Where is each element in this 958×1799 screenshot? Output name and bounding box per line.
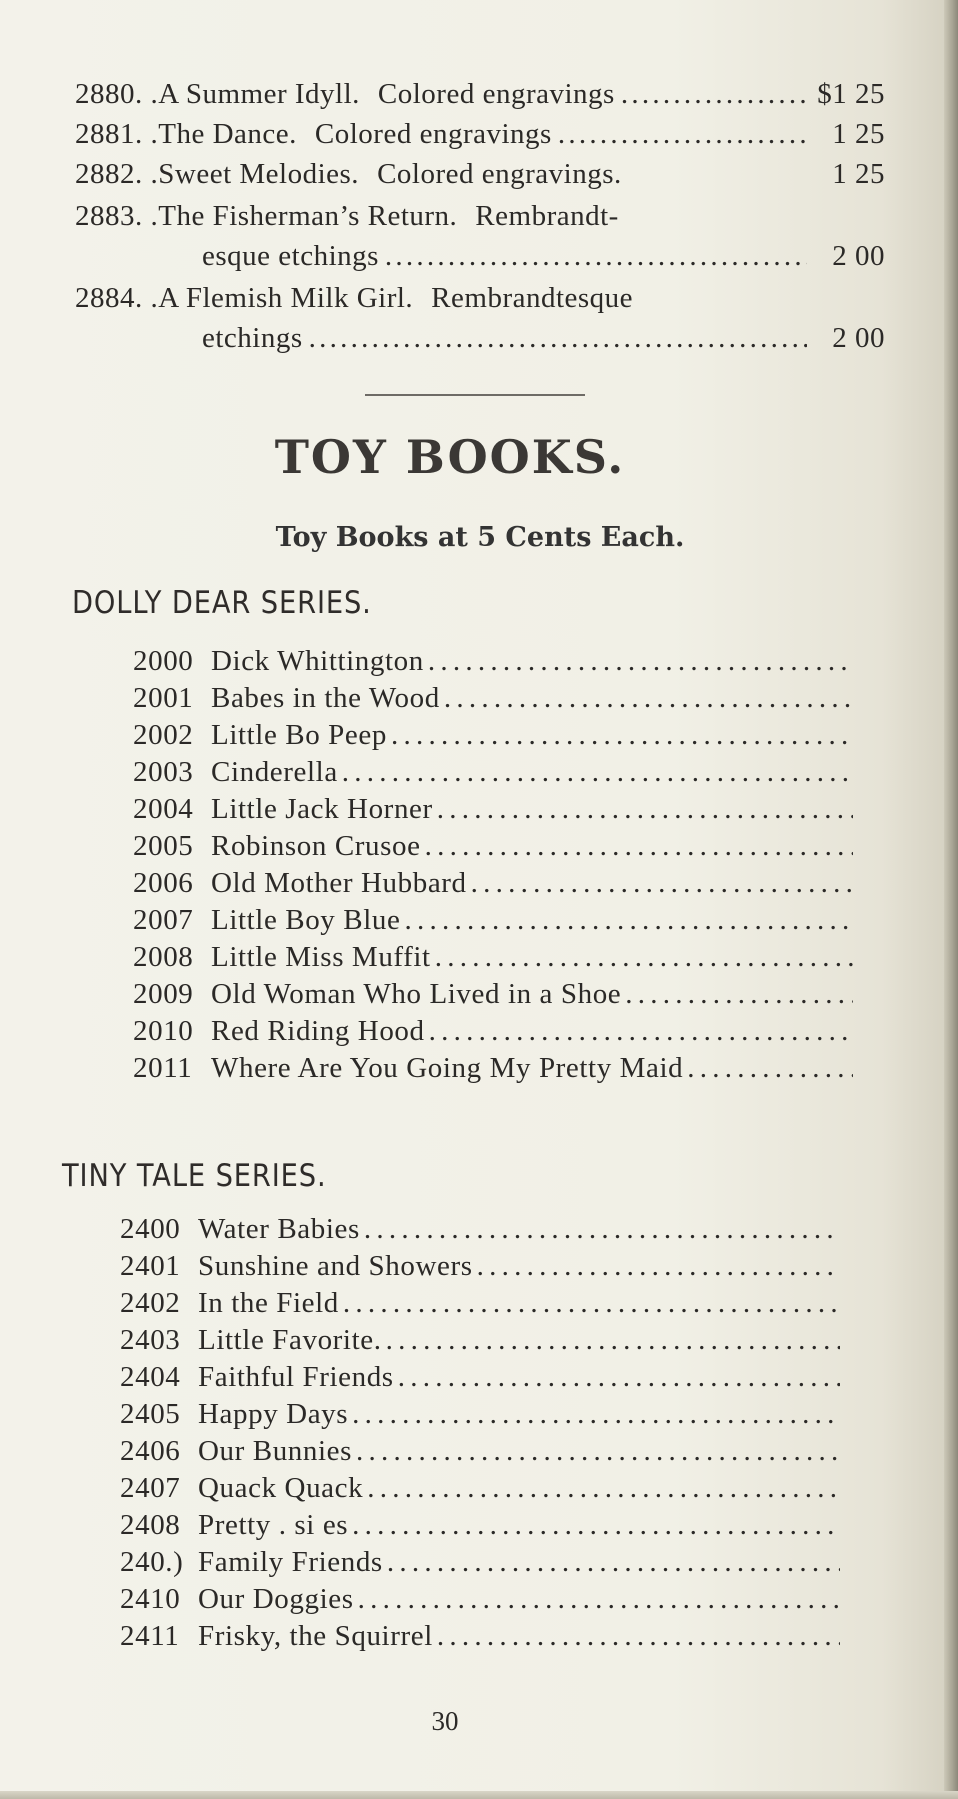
item-number: 2005 — [133, 830, 194, 862]
item-title: Little Jack Horner — [211, 793, 433, 825]
item-title: Water Babies — [198, 1213, 360, 1245]
dot-leader — [342, 756, 853, 789]
item-number: 2006 — [133, 867, 194, 899]
section-heading: TOY BOOKS. — [274, 430, 626, 484]
dot-leader — [477, 1250, 840, 1283]
item-number: 2404 — [120, 1361, 181, 1393]
item-title: Our Bunnies — [198, 1435, 353, 1467]
item-number: 2003 — [133, 756, 194, 788]
item-number: 2002 — [133, 719, 194, 751]
list-item — [120, 1620, 840, 1657]
dot-leader — [358, 1583, 840, 1616]
section-divider — [365, 394, 585, 396]
entry-number: 2880. . — [75, 78, 159, 110]
engraving-entry — [75, 282, 885, 362]
engraving-entry — [75, 78, 885, 118]
item-title: In the Field — [198, 1287, 339, 1319]
entry-price: $1 25 — [817, 78, 885, 110]
item-number: 2010 — [133, 1015, 194, 1047]
page-bottom-edge — [0, 1791, 958, 1799]
item-title: Little Boy Blue — [211, 904, 401, 936]
item-number: 2403 — [120, 1324, 181, 1356]
engraving-entry — [75, 200, 885, 280]
list-item — [120, 1213, 840, 1250]
item-title: Red Riding Hood — [211, 1015, 425, 1047]
item-title: Where Are You Going My Pretty Maid — [211, 1052, 684, 1084]
entry-number: 2882. . — [75, 158, 159, 190]
dot-leader — [471, 867, 853, 900]
item-number: 2407 — [120, 1472, 181, 1504]
dot-leader — [367, 1472, 840, 1505]
dot-leader — [352, 1398, 840, 1431]
item-number: 2411 — [120, 1620, 180, 1652]
list-item — [120, 1324, 840, 1361]
list-item — [133, 867, 853, 904]
list-item — [120, 1509, 840, 1546]
list-item — [120, 1250, 840, 1287]
dot-leader — [385, 240, 807, 273]
entry-title: A Summer Idyll. — [158, 78, 360, 110]
list-item — [133, 830, 853, 867]
dot-leader — [558, 118, 807, 151]
list-item — [133, 941, 853, 978]
series-list-tiny-tale — [120, 1213, 840, 1657]
engraving-entry — [75, 158, 885, 198]
item-number: 2408 — [120, 1509, 181, 1541]
list-item — [133, 793, 853, 830]
item-title: Family Friends — [198, 1546, 383, 1578]
dot-leader — [435, 941, 853, 974]
item-title: Old Woman Who Lived in a Shoe — [211, 978, 622, 1010]
entry-number: 2884. . — [75, 282, 159, 314]
item-number: 2004 — [133, 793, 194, 825]
item-title: Old Mother Hubbard — [211, 867, 467, 899]
entry-title: A Flemish Milk Girl. — [158, 282, 414, 314]
page-edge-shadow — [944, 0, 958, 1799]
dot-leader — [428, 645, 853, 678]
item-number: 2001 — [133, 682, 194, 714]
item-title: Robinson Crusoe — [211, 830, 421, 862]
item-number: 240.) — [120, 1546, 184, 1578]
list-item — [133, 978, 853, 1015]
list-item — [133, 1015, 853, 1052]
list-item — [133, 756, 853, 793]
item-title: Happy Days — [198, 1398, 349, 1430]
dot-leader — [364, 1213, 840, 1246]
item-title: Cinderella — [211, 756, 338, 788]
list-item — [120, 1435, 840, 1472]
entry-description: Colored engravings — [314, 118, 552, 150]
dot-leader — [621, 78, 807, 111]
entry-price: 1 25 — [832, 118, 885, 150]
entry-title: The Dance. — [158, 118, 297, 150]
dot-leader — [352, 1509, 840, 1542]
item-number: 2007 — [133, 904, 194, 936]
dot-leader — [404, 904, 853, 937]
series-list-dolly-dear — [133, 645, 853, 1089]
list-item — [133, 645, 853, 682]
item-title: Little Miss Muffit — [211, 941, 431, 973]
item-title: Little Bo Peep — [211, 719, 387, 751]
item-number: 2008 — [133, 941, 194, 973]
item-title: Babes in the Wood — [211, 682, 440, 714]
entry-title: Sweet Melodies. — [158, 158, 360, 190]
list-item — [120, 1472, 840, 1509]
entry-description: Rembrandtesque — [431, 282, 634, 314]
list-item — [133, 1052, 853, 1089]
list-item — [120, 1398, 840, 1435]
entry-price: 1 25 — [832, 158, 885, 190]
section-subheading: Toy Books at 5 Cents Each. — [275, 522, 685, 553]
item-title: Pretty . si es — [198, 1509, 349, 1541]
item-title: Frisky, the Squirrel — [198, 1620, 433, 1652]
dot-leader — [356, 1435, 840, 1468]
entry-description: Colored engravings — [377, 78, 615, 110]
list-item — [120, 1546, 840, 1583]
series-heading: DOLLY DEAR SERIES. — [72, 585, 372, 621]
item-number: 2406 — [120, 1435, 181, 1467]
dot-leader — [437, 1620, 840, 1653]
engraving-entry — [75, 118, 885, 158]
dot-leader — [343, 1287, 840, 1320]
item-number: 2402 — [120, 1287, 181, 1319]
series-heading: TINY TALE SERIES. — [62, 1158, 327, 1194]
item-number: 2410 — [120, 1583, 181, 1615]
entry-continuation: etchings — [202, 322, 303, 354]
entry-description: Colored engravings. — [377, 158, 622, 190]
dot-leader — [387, 1546, 840, 1579]
list-item — [120, 1287, 840, 1324]
dot-leader — [391, 719, 853, 752]
item-number: 2009 — [133, 978, 194, 1010]
entry-description: Rembrandt- — [475, 200, 619, 232]
item-title: Little Favorite. — [198, 1324, 382, 1356]
item-number: 2401 — [120, 1250, 181, 1282]
entry-number: 2881. . — [75, 118, 159, 150]
item-title: Dick Whittington — [211, 645, 424, 677]
dot-leader — [625, 978, 853, 1011]
dot-leader — [429, 1015, 853, 1048]
list-item — [133, 719, 853, 756]
item-title: Our Doggies — [198, 1583, 354, 1615]
dot-leader — [687, 1052, 853, 1085]
entry-number: 2883. . — [75, 200, 159, 232]
item-title: Faithful Friends — [198, 1361, 394, 1393]
entry-price: 2 00 — [832, 240, 885, 272]
item-number: 2000 — [133, 645, 194, 677]
dot-leader — [398, 1361, 840, 1394]
list-item — [133, 682, 853, 719]
dot-leader — [309, 322, 807, 355]
dot-leader — [386, 1324, 840, 1357]
item-number: 2400 — [120, 1213, 181, 1245]
dot-leader — [444, 682, 853, 715]
item-number: 2405 — [120, 1398, 181, 1430]
dot-leader — [437, 793, 853, 826]
dot-leader — [425, 830, 853, 863]
list-item — [120, 1361, 840, 1398]
entry-price: 2 00 — [832, 322, 885, 354]
item-number: 2011 — [133, 1052, 193, 1084]
list-item — [133, 904, 853, 941]
page-number: 30 — [431, 1706, 459, 1736]
entry-title: The Fisherman’s Return. — [158, 200, 458, 232]
list-item — [120, 1583, 840, 1620]
item-title: Sunshine and Showers — [198, 1250, 473, 1282]
entry-continuation: esque etchings — [202, 240, 379, 272]
item-title: Quack Quack — [198, 1472, 364, 1504]
